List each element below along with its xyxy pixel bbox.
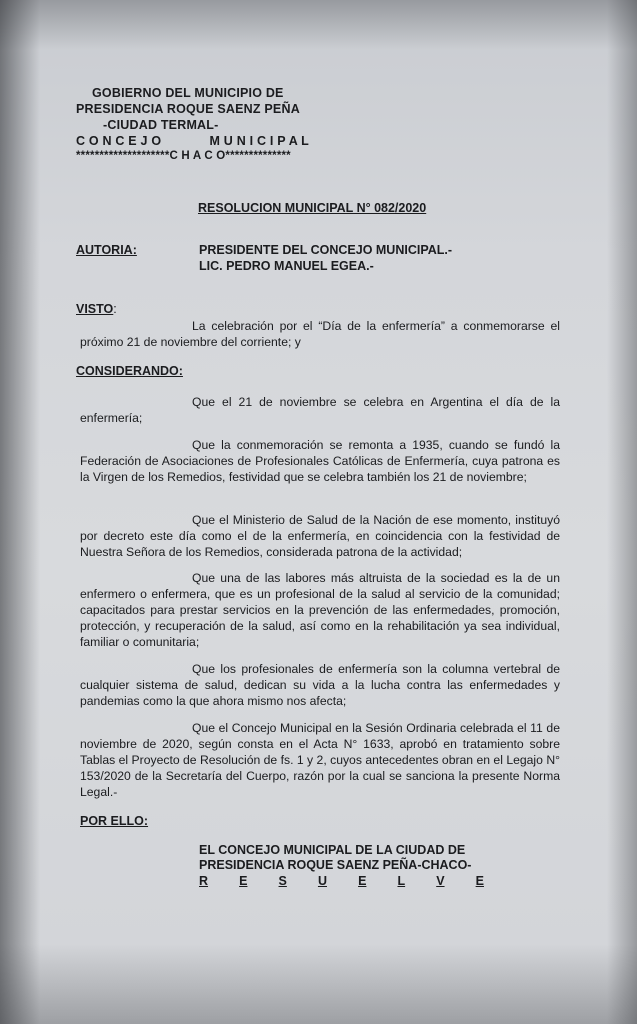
visto-heading xyxy=(76,302,117,316)
header-chaco-line: ********************C H A C O************** xyxy=(76,150,291,162)
header-municipal-word: M U N I C I P A L xyxy=(209,134,309,148)
resuelve-letter: R xyxy=(199,874,209,888)
por-ello-label: POR ELLO: xyxy=(80,814,149,828)
resolution-title: RESOLUCION MUNICIPAL N° 082/2020 xyxy=(198,201,427,215)
considerando-paragraph-3 xyxy=(80,512,560,560)
considerando-paragraph-4-text: Que una de las labores más altruista de la sociedad es la de un enfermero o enfermera, que es un profesional de la salud al servicio de la comunidad; capacitados para prestar servicios en la prevención de las enfermedades, promoción, protección, y recuperación de la salud, así como en la rehabilitación ya sea individual, familiar o comunitaria; xyxy=(80,571,560,649)
autoria-label: AUTORIA: xyxy=(76,243,137,257)
resuelve-letter: U xyxy=(317,874,327,888)
resuelve-letter: V xyxy=(436,874,445,888)
considerando-paragraph-2-text: Que la conmemoración se remonta a 1935, cuando se fundó la Federación de Asociaciones de Profesionales Católicas de Enfermería, cuya patrona es la Virgen de los Remedios, festividad que se celebra también los 21 de noviembre; xyxy=(80,438,560,484)
resuelve-letter: E xyxy=(358,874,367,888)
header-concejo-line xyxy=(76,134,309,148)
autoria-line-1: PRESIDENTE DEL CONCEJO MUNICIPAL.- xyxy=(199,243,453,257)
considerando-paragraph-3-text: Que el Ministerio de Salud de la Nación de ese momento, instituyó por decreto este día como el de la enfermería, en coincidencia con la festividad de Nuestra Señora de los Remedios, considerada patrona de la actividad; xyxy=(80,513,560,559)
header-concejo-word: C O N C E J O xyxy=(76,134,162,148)
resuelve-line xyxy=(199,874,484,888)
visto-text xyxy=(80,318,560,350)
considerando-paragraph-1-text: Que el 21 de noviembre se celebra en Argentina el día de la enfermería; xyxy=(80,395,560,425)
resuelve-letter: S xyxy=(278,874,287,888)
header-line-2: PRESIDENCIA ROQUE SAENZ PEÑA xyxy=(76,102,300,116)
considerando-paragraph-6 xyxy=(80,720,560,800)
top-shadow xyxy=(0,0,637,50)
left-shadow xyxy=(0,0,40,1024)
resuelve-letter: L xyxy=(397,874,406,888)
visto-colon: : xyxy=(113,302,117,316)
considerando-paragraph-5 xyxy=(80,661,560,709)
visto-label: VISTO xyxy=(76,302,114,316)
header-line-1: GOBIERNO DEL MUNICIPIO DE xyxy=(92,86,284,100)
considerando-paragraph-4 xyxy=(80,570,560,650)
considerando-label: CONSIDERANDO: xyxy=(76,364,183,378)
right-shadow xyxy=(607,0,637,1024)
visto-text-content: La celebración por el “Día de la enfermería” a conmemorarse el próximo 21 de noviembre del corriente; y xyxy=(80,319,560,349)
closing-line-2: PRESIDENCIA ROQUE SAENZ PEÑA-CHACO- xyxy=(199,858,472,872)
resuelve-letter: E xyxy=(475,874,484,888)
considerando-paragraph-6-text: Que el Concejo Municipal en la Sesión Ordinaria celebrada el 11 de noviembre de 2020, según consta en el Acta N° 1633, aprobó en tratamiento sobre Tablas el Proyecto de Resolución de fs. 1 y 2, cuyos antecedentes obran en el Legajo N° 153/2020 de la Secretaría del Cuerpo, razón por la cual se sanciona la presente Norma Legal.- xyxy=(80,721,560,799)
considerando-paragraph-2 xyxy=(80,437,560,485)
autoria-line-2: LIC. PEDRO MANUEL EGEA.- xyxy=(199,259,374,273)
closing-line-1: EL CONCEJO MUNICIPAL DE LA CIUDAD DE xyxy=(199,843,466,857)
resuelve-letter: E xyxy=(239,874,248,888)
considerando-paragraph-1 xyxy=(80,394,560,426)
considerando-paragraph-5-text: Que los profesionales de enfermería son la columna vertebral de cualquier sistema de salud, dedican su vida a la lucha contra las enfermedades y pandemias como la que ahora mismo nos afecta; xyxy=(80,662,560,708)
bottom-shadow xyxy=(0,944,637,1024)
header-line-3: -CIUDAD TERMAL- xyxy=(103,118,219,132)
